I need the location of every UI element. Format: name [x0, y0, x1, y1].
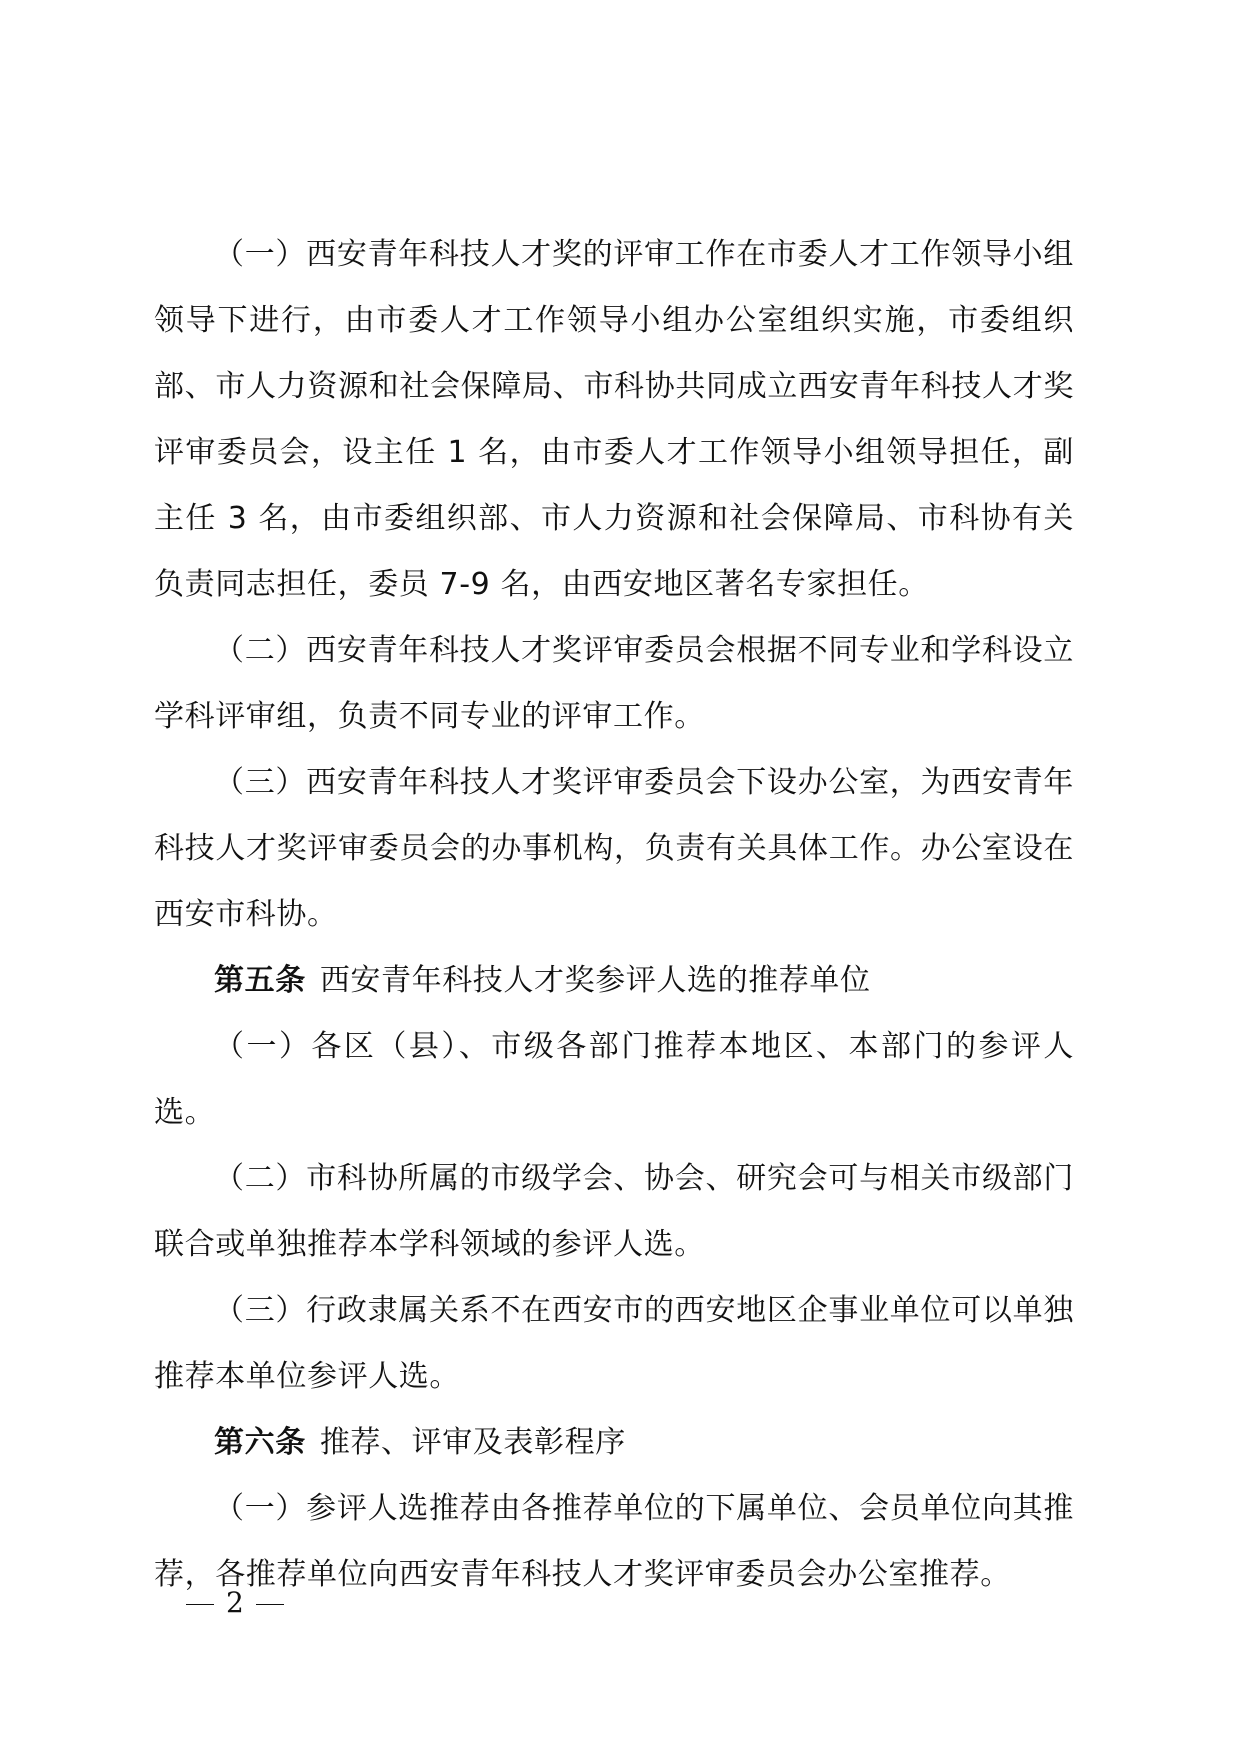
- article-6-item-1: （一）参评人选推荐由各推荐单位的下属单位、会员单位向其推荐，各推荐单位向西安青年科技人才奖评审委员会办公室推荐。: [154, 1491, 1074, 1592]
- article-5-item-1: （一）各区（县）、市级各部门推荐本地区、本部门的参评人选。: [154, 1029, 1074, 1130]
- page-number: 2: [226, 1586, 244, 1619]
- article-5-title: 西安青年科技人才奖参评人选的推荐单位: [319, 963, 871, 998]
- article-5-item-3: （三）行政隶属关系不在西安市的西安地区企事业单位可以单独推荐本单位参评人选。: [154, 1293, 1074, 1394]
- article-5-heading: [154, 948, 1074, 1014]
- paragraph-office: （三）西安青年科技人才奖评审委员会下设办公室，为西安青年科技人才奖评审委员会的办事机构，负责有关具体工作。办公室设在西安市科协。: [154, 765, 1074, 932]
- article-6-label: 第六条: [214, 1425, 306, 1460]
- article-5-item-2: （二）市科协所属的市级学会、协会、研究会可与相关市级部门联合或单独推荐本学科领域的参评人选。: [154, 1161, 1074, 1262]
- footer-dash-right: [256, 1604, 284, 1605]
- footer-dash-left: [186, 1604, 214, 1605]
- article-6-heading: [154, 1410, 1074, 1476]
- article-6-title: 推荐、评审及表彰程序: [319, 1425, 626, 1460]
- page-footer: [186, 1586, 284, 1619]
- document-body: [154, 222, 1074, 1608]
- article-5-label: 第五条: [214, 963, 306, 998]
- paragraph-subject-groups: （二）西安青年科技人才奖评审委员会根据不同专业和学科设立学科评审组，负责不同专业的评审工作。: [154, 633, 1074, 734]
- paragraph-committee: （一）西安青年科技人才奖的评审工作在市委人才工作领导小组领导下进行，由市委人才工作领导小组办公室组织实施，市委组织部、市人力资源和社会保障局、市科协共同成立西安青年科技人才奖评审委员会，设主任 1 名，由市委人才工作领导小组领导担任，副主任 3 名，由市委组织部、市人力资源和社会保障局、市科协有关负责同志担任，委员 7-9 名，由西安地区著名专家担任。: [154, 237, 1074, 602]
